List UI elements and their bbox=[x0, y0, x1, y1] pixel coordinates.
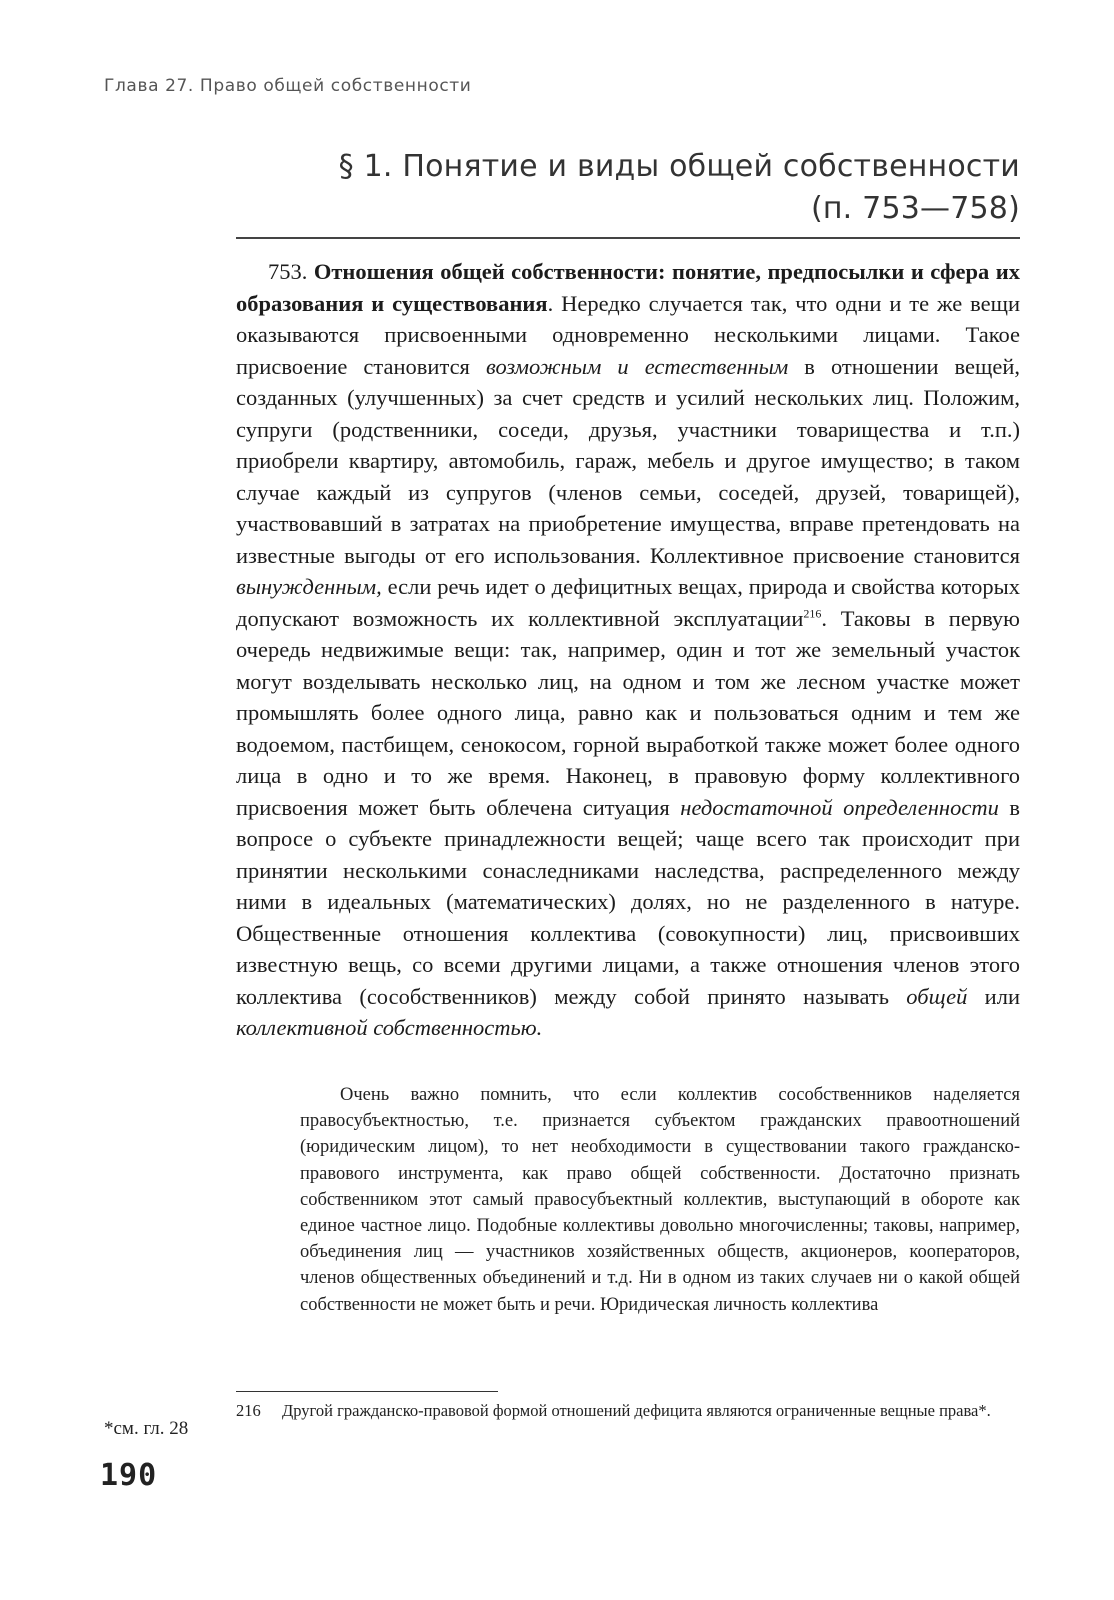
text-run: Нередко случается так, что одни и те же вещи оказываются присвоенными одновременно несколькими лицами. Такое присвоение становится bbox=[236, 290, 1020, 379]
italic-term: коллективной собственностью. bbox=[236, 1015, 543, 1040]
footnote-text: Другой гражданско-правовой формой отношений дефицита являются ограниченные вещные права*. bbox=[282, 1401, 991, 1420]
footnote-number: 216 bbox=[236, 1401, 261, 1420]
text-run: в отношении вещей, созданных (улучшенных) за счет средств и усилий нескольких лиц. Положим, супруги (родственники, соседи, друзья, участники товарищества и т.п.) приобрели квартиру, автомобиль, гараж, мебель и другое имущество; в таком случае каждый из супругов (членов семьи, соседей, друзей, товарищей), участвовавший в затратах на приобретение имущества, вправе претендовать на известные выгоды от его использования. Коллективное присвоение становится bbox=[236, 353, 1020, 568]
footnote bbox=[236, 1400, 1020, 1422]
text-run: в вопросе о субъекте принадлежности вещей; чаще всего так происходит при принятии несколькими сонаследниками наследства, распределенного между ними в идеальных (математических) долях, но не разделенного в натуре. Общественные отношения коллектива (совокупности) лиц, присвоивших известную вещь, со всеми другими лицами, а также отношения членов этого коллектива (сособственников) между собой принято называть bbox=[236, 794, 1021, 1009]
title-divider bbox=[236, 237, 1020, 239]
text-run: или bbox=[967, 983, 1020, 1009]
margin-note: *см. гл. 28 bbox=[104, 1418, 189, 1439]
text-run: если речь идет о дефицитных вещах, природа и свойства которых допускают возможность их коллективной эксплуатации bbox=[236, 574, 1020, 631]
section-title-line2: (п. 753—758) bbox=[810, 191, 1020, 226]
indented-note-paragraph bbox=[300, 1082, 1020, 1318]
page-number: 190 bbox=[100, 1458, 158, 1493]
note-text: Очень важно помнить, что если коллектив сособственников наделяется правосубъектностью, т.е. признается субъектом гражданских правоотношений (юридическим лицом), то нет необходимости в существовании такого гражданско-правового инструмента, как право общей собственности. Достаточно признать собственником этот самый правосубъектный коллектив, выступающий в обороте как единое частное лицо. Подобные коллективы довольно многочисленны; таковы, например, объединения лиц — участников хозяйственных обществ, акционеров, кооператоров, членов общественных объединений и т.д. Ни в одном из таких случаев ни о какой общей собственности не может быть и речи. Юридическая личность коллектива bbox=[300, 1085, 1020, 1315]
italic-term: возможным и естественным bbox=[485, 353, 789, 379]
heading-period: . bbox=[547, 290, 554, 316]
main-paragraph bbox=[236, 256, 1020, 1044]
paragraph-number: 753. bbox=[268, 259, 308, 284]
paragraph-heading: Отношения общей собственности: понятие, предпосылки и сфера их образования и существования bbox=[236, 259, 1020, 316]
italic-term: вынужденным, bbox=[236, 574, 382, 599]
section-title bbox=[236, 146, 1020, 230]
running-head: Глава 27. Право общей собственности bbox=[104, 76, 472, 96]
italic-term: общей bbox=[906, 983, 968, 1009]
section-title-line1: § 1. Понятие и виды общей собственности bbox=[338, 149, 1020, 184]
italic-term: недостаточной определенности bbox=[680, 794, 999, 820]
footnote-divider bbox=[236, 1391, 498, 1392]
text-run: . Таковы в первую очередь недвижимые вещи: так, например, один и тот же земельный участок могут возделывать несколько лиц, на одном и том же лесном участке может промышлять более одного лица, равно как и пользоваться одним и тем же водоемом, пастбищем, сенокосом, горной выработкой также может более одного лица в одно и то же время. Наконец, в правовую форму коллективного присвоения может быть облечена ситуация bbox=[236, 605, 1020, 820]
footnote-reference: 216 bbox=[803, 606, 822, 620]
